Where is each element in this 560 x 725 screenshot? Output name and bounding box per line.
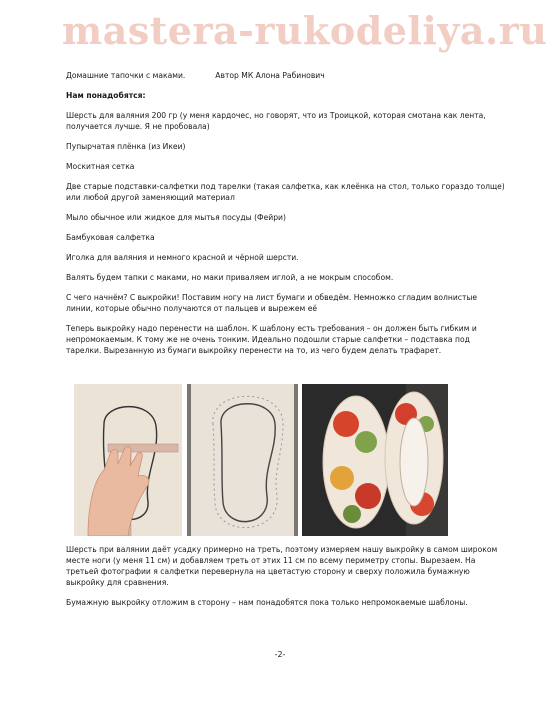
- shrinkage-step: Шерсть при валянии даёт усадку примерно на треть, поэтому измеряем нашу выкройку в самом широком месте ноги (у меня 11 см) и добавляем треть от этих 11 см по всему периметру стопы. Вырезаем. На третьей фотографии я салфетки перевернула на цветастую сторону и сверху положила бумажную выкройку для сравнения.: [66, 545, 498, 587]
- photo-strip: [74, 384, 448, 536]
- photo-cut-templates: [302, 384, 448, 536]
- material-placemats: Две старые подставки-салфетки под тарелки (такая салфетка, как клеёнка на стол, только гораздо толще) или любой другой заменяющий материал: [66, 182, 505, 202]
- material-mosquito-net: Москитная сетка: [66, 162, 135, 171]
- document-header: [66, 70, 506, 81]
- site-watermark: mastera-rukodeliya.ru: [62, 8, 548, 53]
- photo-traced-template: [187, 384, 298, 536]
- document-title: Домашние тапочки с маками.: [66, 71, 186, 80]
- material-soap: Мыло обычное или жидкое для мытья посуды (Фейри): [66, 213, 286, 222]
- set-aside-step: Бумажную выкройку отложим в сторону – нам понадобятся пока только непромокаемые шаблоны.: [66, 598, 468, 607]
- material-bamboo-mat: Бамбуковая салфетка: [66, 233, 155, 242]
- document-body-continued: [66, 544, 506, 617]
- document-author: Автор МК Алона Рабинович: [215, 71, 325, 80]
- materials-heading: Нам понадобятся:: [66, 91, 146, 100]
- material-bubble-wrap: Пупырчатая плёнка (из Икеи): [66, 142, 186, 151]
- photo-foot-on-paper: [74, 384, 182, 536]
- template-step: Теперь выкройку надо перенести на шаблон. К шаблону есть требования – он должен быть гибким и непромокаемым. К тому же не очень тонким. Идеально подошли старые салфетки – подставка под тарелки. Вырезанную из бумаги выкройку перенести на то, из чего будем делать трафарет.: [66, 324, 477, 355]
- material-wool: Шерсть для валяния 200 гр (у меня кардочес, но говорят, что из Троицкой, которая смотана как лента, получается лучше. Я не пробовала): [66, 111, 486, 131]
- poppies-note: Валять будем тапки с маками, но маки приваляем иглой, а не мокрым способом.: [66, 273, 394, 282]
- page-number: -2-: [274, 650, 286, 659]
- document-body: [66, 70, 506, 365]
- material-needle: Иголка для валяния и немного красной и чёрной шерсти.: [66, 253, 299, 262]
- pattern-step: С чего начнём? С выкройки! Поставим ногу на лист бумаги и обведём. Немножко сгладим волнистые линии, которые обычно получаются от пальцев и вырежем её: [66, 293, 478, 313]
